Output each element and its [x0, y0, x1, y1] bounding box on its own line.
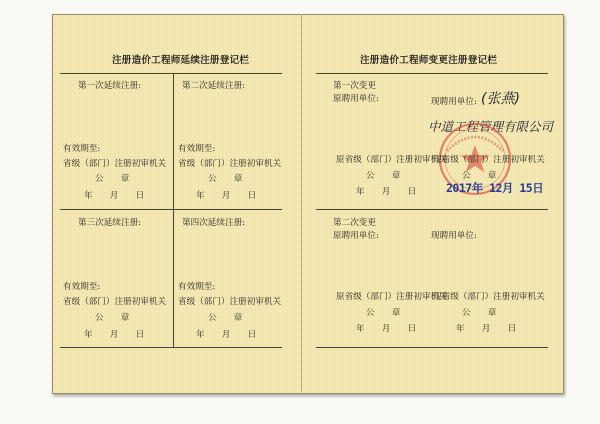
right-page-title: 注册造价工程师变更注册登记栏: [360, 55, 498, 66]
change-2-original-unit: 原聘用单位:: [333, 231, 379, 241]
change-2-current-unit: 现聘用单位:: [431, 231, 477, 241]
change-2-heading: 第二次变更: [333, 218, 376, 228]
renewal-2-heading: 第二次延续注册:: [182, 81, 246, 91]
change-1-current-seal: 公 章: [462, 171, 497, 181]
renewal-3-heading: 第三次延续注册:: [78, 218, 142, 228]
renewal-1-seal: 公 章: [95, 174, 130, 184]
left-middle-rule: [60, 209, 282, 210]
renewal-1-date: 年 月 日: [84, 191, 145, 201]
change-2-original-authority: 原省级（部门）注册初审机关: [336, 292, 448, 302]
renewal-2-date: 年 月 日: [196, 191, 257, 201]
renewal-1-authority: 省级（部门）注册初审机关: [63, 159, 167, 169]
renewal-4-heading: 第四次延续注册:: [182, 218, 246, 228]
change-1-heading: 第一次变更: [333, 81, 376, 91]
right-top-rule: [316, 73, 548, 74]
left-top-rule: [60, 73, 282, 74]
renewal-4-valid-until: 有效期至:: [178, 282, 216, 292]
renewal-3-authority: 省级（部门）注册初审机关: [63, 297, 167, 307]
handwritten-new-employer: 中道工程管理有限公司: [428, 119, 554, 134]
handwritten-name: (张燕): [481, 91, 520, 107]
left-bottom-rule: [60, 347, 282, 348]
change-1-original-seal: 公 章: [366, 171, 401, 181]
right-middle-rule: [316, 209, 548, 210]
renewal-1-valid-until: 有效期至:: [63, 144, 101, 154]
change-1-current-unit: 现聘用单位:: [431, 97, 477, 107]
renewal-3-valid-until: 有效期至:: [63, 282, 101, 292]
approval-date-stamp: 2017年 12月 15日: [446, 181, 544, 195]
change-1-current-authority: 现省级（部门）注册初审机关: [433, 155, 545, 165]
left-center-divider: [173, 73, 174, 347]
renewal-2-authority: 省级（部门）注册初审机关: [178, 159, 282, 169]
change-2-current-date: 年 月 日: [456, 324, 517, 334]
renewal-4-seal: 公 章: [208, 313, 243, 323]
booklet-spine: [301, 14, 302, 392]
renewal-4-date: 年 月 日: [196, 330, 257, 340]
change-1-original-unit: 原聘用单位:: [333, 94, 379, 104]
change-2-original-date: 年 月 日: [356, 324, 417, 334]
renewal-2-seal: 公 章: [208, 174, 243, 184]
change-1-original-authority: 原省级（部门）注册初审机关: [336, 155, 448, 165]
renewal-3-date: 年 月 日: [84, 330, 145, 340]
change-2-current-seal: 公 章: [462, 308, 497, 318]
renewal-1-heading: 第一次延续注册:: [78, 81, 142, 91]
change-1-original-date: 年 月 日: [356, 187, 417, 197]
renewal-3-seal: 公 章: [95, 313, 130, 323]
right-bottom-rule: [316, 347, 548, 348]
change-2-original-seal: 公 章: [366, 308, 401, 318]
left-page-title: 注册造价工程师延续注册登记栏: [112, 55, 250, 66]
change-2-current-authority: 现省级（部门）注册初审机关: [433, 292, 545, 302]
renewal-2-valid-until: 有效期至:: [178, 144, 216, 154]
renewal-4-authority: 省级（部门）注册初审机关: [178, 297, 282, 307]
